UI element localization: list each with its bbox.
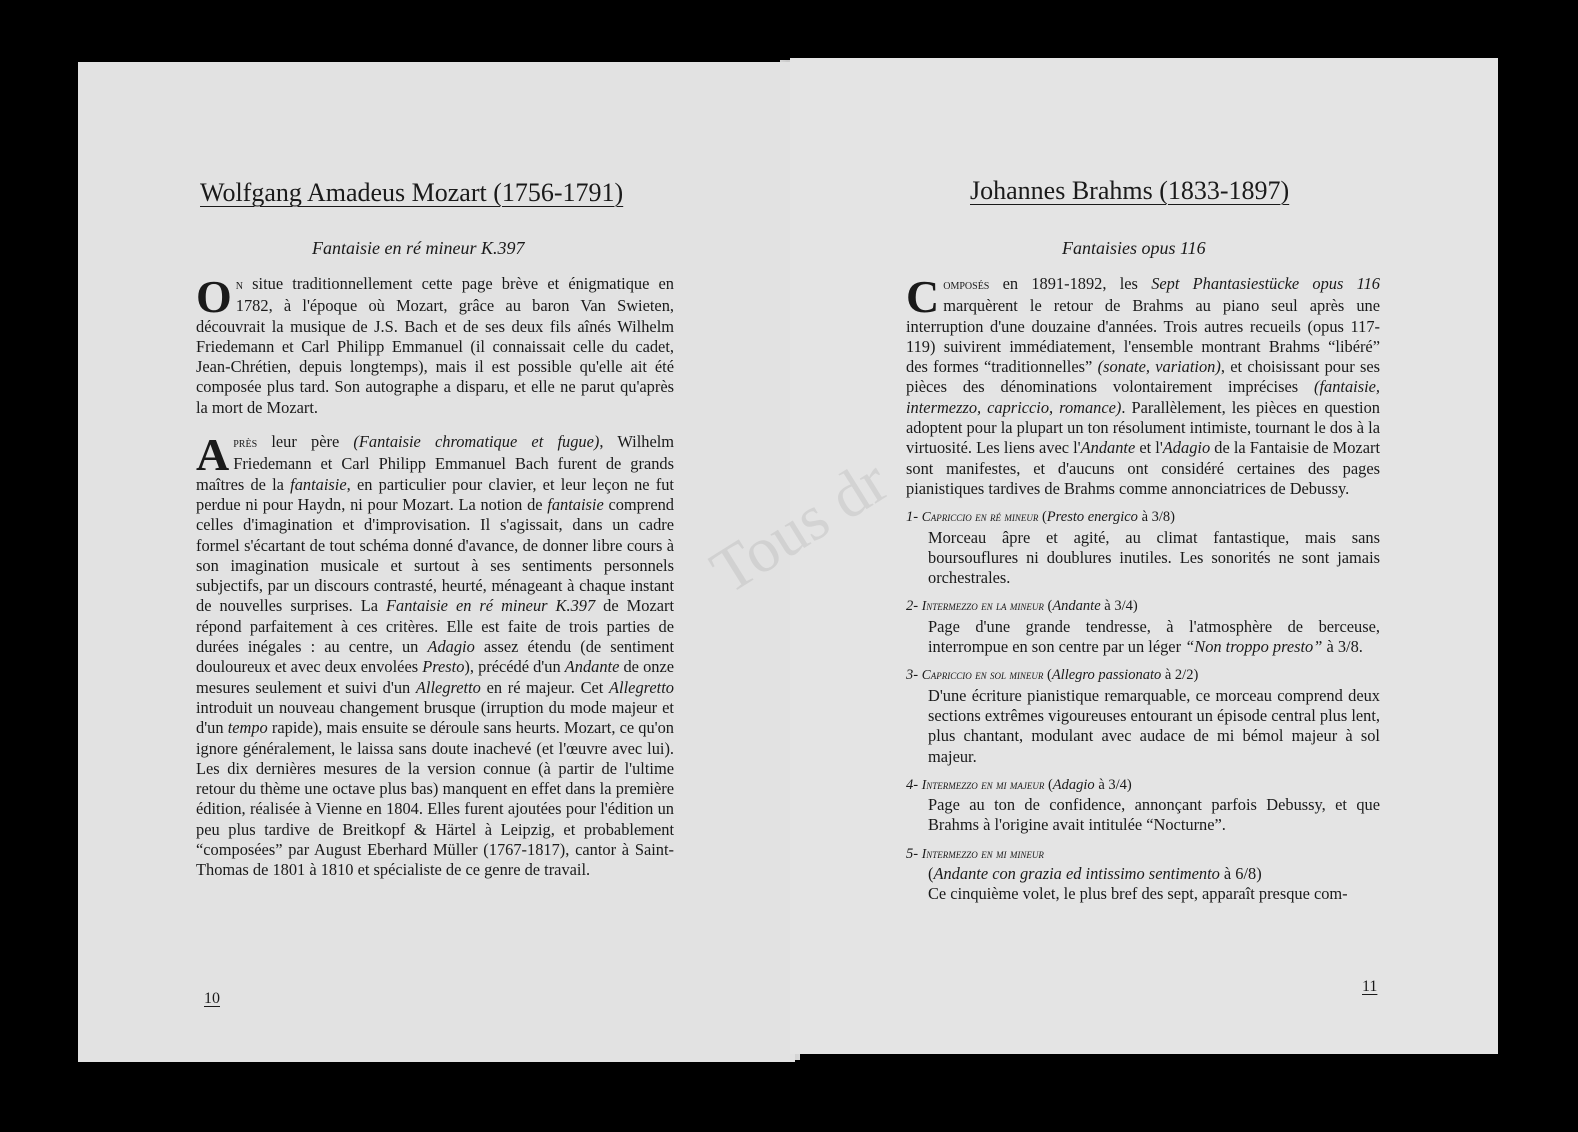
text-run: ( — [1043, 598, 1053, 615]
page-number: 10 — [204, 990, 220, 1007]
work-title: Intermezzo en mi mineur — [921, 845, 1044, 861]
text-run: , Wilhelm Friedemann et Carl Philipp Emmanuel Bach furent de grands maîtres de la — [196, 432, 675, 494]
work-title: Intermezzo en la mineur — [921, 598, 1044, 614]
italic-run: Andante — [564, 657, 620, 677]
work-entry — [906, 596, 1380, 657]
italic-run: Adagio — [427, 637, 475, 657]
work-description: Page au ton de confidence, annonçant parfois Debussy, et que Brahms à l'origine avait intitulée “Nocturne”. — [928, 795, 1380, 835]
text-run: en 1891-1892, les — [989, 274, 1152, 293]
text-run: leur père — [257, 432, 354, 452]
work-meter: à 3/4) — [1100, 598, 1138, 615]
watermark: Tous dr — [698, 444, 900, 608]
work-tempo: Andante — [1052, 598, 1101, 615]
work-description: Ce cinquième volet, le plus bref des sept, apparaît presque com- — [928, 884, 1348, 904]
italic-run: Presto — [422, 657, 465, 677]
work-description — [906, 617, 1380, 658]
text-run: de la Fantaisie de Mozart sont manifestes, et d'aucuns ont considéré certaines des pages pianistiques tardives de Brahms comme annonciatrices de Debussy. — [906, 438, 1380, 498]
italic-run: (Fantaisie chromatique et fugue) — [353, 432, 600, 452]
text-run: assez étendu (de sentiment douloureux et avec deux envolées — [196, 637, 674, 677]
italic-run: (fantaisie, intermezzo, capriccio, romance) — [906, 377, 1380, 417]
drop-cap: C — [906, 271, 940, 322]
page-subtitle: Fantaisie en ré mineur K.397 — [312, 238, 525, 258]
italic-run: Andante — [1080, 438, 1136, 458]
work-entry — [906, 665, 1380, 766]
paragraph — [906, 271, 1381, 499]
italic-run: tempo — [227, 718, 268, 738]
work-number: 3- — [906, 667, 922, 684]
article-body — [906, 271, 1381, 905]
work-tempo: Presto energico — [1046, 509, 1138, 526]
lead-caps: n — [235, 278, 244, 293]
italic-run: Allegretto — [415, 677, 481, 697]
italic-run: Allegretto — [609, 677, 674, 697]
page-title: Johannes Brahms (1833-1897) — [970, 176, 1290, 205]
work-number: 2- — [906, 598, 922, 615]
work-entry — [906, 844, 1380, 905]
italic-run: fantaisie — [290, 474, 347, 494]
work-number: 1- — [906, 509, 922, 526]
text-run: ), précédé d'un — [464, 657, 565, 677]
text-run: , en particulier pour clavier, et leur leçon ne fut perdue ni pour Haydn, ni pour Mozart. La notion de — [196, 474, 674, 514]
text-run: introduit un nouveau changement brusque (irruption du mode majeur et d'un — [196, 697, 674, 738]
work-meter: à 3/4) — [1094, 776, 1132, 793]
drop-cap: O — [196, 271, 232, 322]
work-number: 4- — [906, 776, 922, 793]
lead-caps: omposés — [943, 278, 990, 293]
text-run: et l' — [1135, 438, 1163, 458]
text-run: ( — [1038, 509, 1047, 526]
work-meter: à 6/8) — [1219, 864, 1262, 884]
page-number: 11 — [1362, 978, 1378, 995]
work-meter: à 2/2) — [1161, 667, 1199, 684]
text-run: à 3/8. — [1322, 637, 1363, 657]
text-run: de onze mesures seulement et suivi d'un — [196, 657, 675, 697]
text-run: Page d'une grande tendresse, à l'atmosphère de berceuse, interrompue en son centre par un léger — [928, 616, 1380, 657]
work-tempo: Allegro passionato — [1051, 667, 1162, 684]
right-page — [698, 58, 1498, 1054]
article-body — [196, 271, 675, 881]
italic-run: (sonate, variation) — [1097, 357, 1221, 377]
text-run: de Mozart répond parfaitement à ces critères. Elle est faite de trois parties de durées inégales : au centre, un — [196, 596, 675, 657]
left-page — [78, 62, 795, 1062]
work-title: Intermezzo en mi majeur — [921, 776, 1045, 792]
work-description: Morceau âpre et agité, au climat fantastique, mais sans boursouflures ni doublures inutiles. Les sonorités ne sont jamais orchestrales. — [928, 527, 1380, 588]
text-run: ( — [1043, 667, 1052, 684]
italic-run: Fantaisie en ré mineur K.397 — [386, 596, 596, 616]
text-run: rapide), mais ensuite se déroule sans heurts. Mozart, ce qu'on ignore généralement, le laissa sans doute inachevé (et l'œuvre avec lui). Les dix dernières mesures de la version connue (à partir de l'ultime retour du thème une octave plus bas) manquent en effet dans la première édition, réalisée à Vienne en 1804. Elles furent ajoutées pour l'édition un peu plus tardive de Breitkopf & Härtel à Leipzig, et probablement “composées” par August Eberhard Müller (1767-1817), cantor à Saint-Thomas de 1801 à 1810 et spécialiste de ce genre de travail. — [196, 718, 674, 880]
page-title: Wolfgang Amadeus Mozart (1756-1791) — [200, 178, 624, 207]
work-tempo: Andante con grazia ed intissimo sentimento — [933, 864, 1220, 884]
text-run: marquèrent le retour de Brahms au piano seul après une interruption d'une douzaine d'années. Trois autres recueils (opus 117-119) suivirent immédiatement, l'ensemble montrant Brahms “libéré” des formes “traditionnelles” — [906, 296, 1380, 377]
italic-run: fantaisie — [547, 494, 604, 514]
paragraph-text: situe traditionnellement cette page brève et énigmatique en 1782, à l'époque où Mozart, grâce au baron Van Swieten, découvrait la musique de J.S. Bach et de ses deux fils aînés Wilhelm Friedemann et Carl Philipp Emmanuel (il connaissait celle du cadet, Jean-Chrétien, depuis longtemps), mais il est possible qu'elle ait été composée plus tard. Son autographe a disparu, et elle ne parut qu'après la mort de Mozart. — [196, 274, 674, 417]
work-number: 5- — [906, 845, 922, 862]
italic-run: Sept Phantasiestücke opus 116 — [1151, 274, 1381, 293]
text-run: ( — [928, 864, 934, 884]
paragraph — [196, 429, 675, 881]
lead-caps: près — [233, 436, 258, 452]
text-run: . Parallèlement, les pièces en question adoptent pour la plupart un ton résolument intimiste, tournant le dos à la virtuosité. Les liens avec l' — [906, 397, 1380, 458]
work-meter: à 3/8) — [1137, 509, 1175, 526]
text-run: comprend celles d'imagination et d'improvisation. Il s'agissait, dans un cadre formel s'écartant de tout schéma donné d'avance, de donner libre cours à son imagination musicale et surtout à ses sentiments personnels subjectifs, par un discours contrasté, heurté, ménageant à chaque instant de nouvelles surprises. La — [196, 494, 674, 616]
text-run: , et choisissant pour ses pièces des dénominations volontairement imprécises — [906, 357, 1380, 397]
work-tempo: Adagio — [1052, 776, 1095, 793]
italic-run: “Non troppo presto” — [1185, 637, 1323, 657]
italic-run: Adagio — [1162, 438, 1211, 458]
paragraph — [196, 271, 674, 418]
work-title: Capriccio en ré mineur — [921, 509, 1039, 525]
work-tempo-line — [906, 864, 1380, 884]
work-title: Capriccio en sol mineur — [921, 667, 1044, 683]
page-subtitle: Fantaisies opus 116 — [1062, 238, 1206, 258]
text-run: ( — [1044, 776, 1053, 793]
work-entry — [906, 507, 1380, 588]
work-description: D'une écriture pianistique remarquable, ce morceau comprend deux sections extrêmes vigoureuses entourant un épisode central plus lent, plus chantant, modulant avec audace de mi bémol majeur à sol majeur. — [928, 685, 1380, 766]
work-entry — [906, 775, 1380, 836]
text-run: en ré majeur. Cet — [480, 677, 610, 697]
drop-cap: A — [196, 429, 230, 481]
